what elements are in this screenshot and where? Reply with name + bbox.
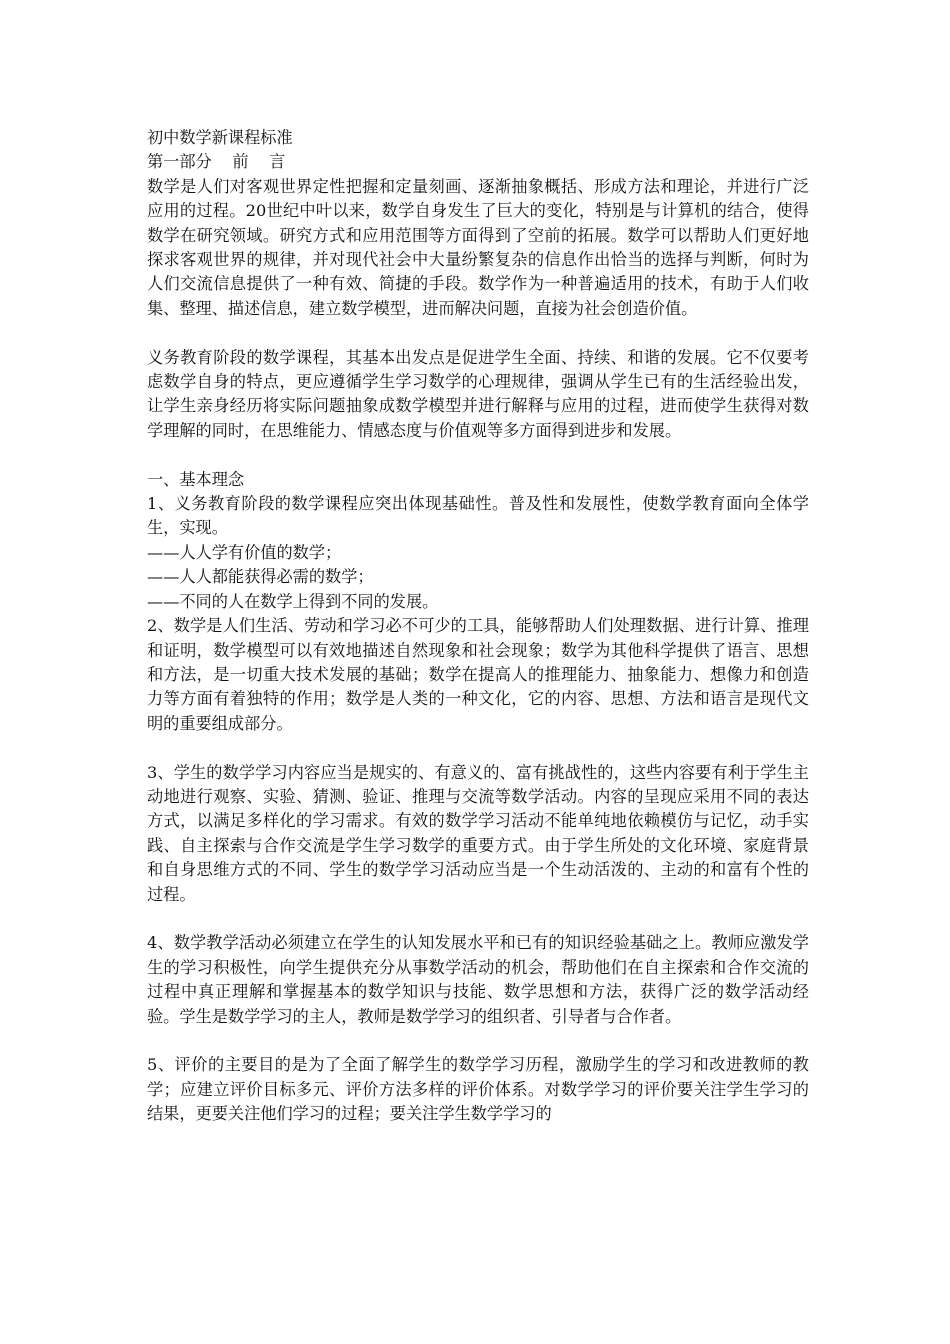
document-page — [147, 126, 809, 1127]
list-item-3: 3、学生的数学学习内容应当是规实的、有意义的、富有挑战性的，这些内容要有利于学生主动地进行观察、实验、猜测、验证、推理与交流等数学活动。内容的呈现应采用不同的表达方式，以满足多样化的学习需求。有效的数学学习活动不能单纯地依赖模仿与记忆，动手实践、自主探索与合作交流是学生学习数学的重要方式。由于学生所处的文化环境、家庭背景和自身思维方式的不同、学生的数学学习活动应当是一个生动活泼的、主动的和富有个性的过程。 — [147, 762, 809, 904]
section-heading: 一、基本理念 — [147, 469, 245, 489]
list-item-2: 2、数学是人们生活、劳动和学习必不可少的工具，能够帮助人们处理数据、进行计算、推理和证明，数学模型可以有效地描述自然现象和社会现象；数学为其他科学提供了语言、思想和方法，是一切重大技术发展的基础；数学在提高人的推理能力、抽象能力、想像力和创造力等方面有着独特的作用；数学是人类的一种文化，它的内容、思想、方法和语言是现代文明的重要组成部分。 — [147, 616, 809, 733]
paragraph-spacer — [147, 736, 809, 760]
paragraph-compulsory-education: 义务教育阶段的数学课程，其基本出发点是促进学生全面、持续、和谐的发展。它不仅要考虑数学自身的特点，更应遵循学生学习数学的心理规律，强调从学生已有的生活经验出发，让学生亲身经历将实际问题抽象成数学模型并进行解释与应用的过程，进而使学生获得对数学理解的同时，在思维能力、情感态度与价值观等多方面得到进步和发展。 — [147, 347, 809, 440]
document-title: 初中数学新课程标准 — [147, 128, 293, 147]
paragraph-spacer — [147, 321, 809, 345]
paragraph-introduction: 数学是人们对客观世界定性把握和定量刻画、逐渐抽象概括、形成方法和理论，并进行广泛应用的过程。20世纪中叶以来，数学自身发生了巨大的变化，特别是与计算机的结合，使得数学在研究领域。研究方式和应用范围等方面得到了空前的拓展。数学可以帮助人们更好地探求客观世界的规律，并对现代社会中大量纷繁复杂的信息作出恰当的选择与判断，何时为人们交流信息提供了一种有效、简捷的手段。数学作为一种普遍适用的技术，有助于人们收集、整理、描述信息，建立数学模型，进而解决问题，直接为社会创造价值。 — [147, 176, 809, 318]
list-item-4: 4、数学教学活动必须建立在学生的认知发展水平和已有的知识经验基础之上。教师应激发学生的学习积极性，向学生提供充分从事数学活动的机会，帮助他们在自主探索和合作交流的过程中真正理解和掌握基本的数学知识与技能、数学思想和方法，获得广泛的数学活动经验。学生是数学学习的主人，教师是数学学习的组织者、引导者与合作者。 — [147, 933, 809, 1026]
dash-item-2: ——人人都能获得必需的数学； — [147, 567, 374, 587]
paragraph-spacer — [147, 907, 809, 931]
paragraph-spacer — [147, 1029, 809, 1053]
list-item-1: 1、义务教育阶段的数学课程应突出体现基础性。普及性和发展性，使数学教育面向全体学生，实现。 — [147, 494, 809, 538]
dash-item-1: ——人人学有价值的数学； — [147, 542, 342, 562]
paragraph-spacer — [147, 443, 809, 467]
dash-item-3: ——不同的人在数学上得到不同的发展。 — [147, 591, 439, 611]
part-heading: 第一部分 前 言 — [147, 152, 286, 172]
list-item-5: 5、评价的主要目的是为了全面了解学生的数学学习历程，激励学生的学习和改进教师的教学；应建立评价目标多元、评价方法多样的评价体系。对数学学习的评价要关注学生学习的结果，更要关注他们学习的过程；要关注学生数学学习的 — [147, 1055, 809, 1124]
